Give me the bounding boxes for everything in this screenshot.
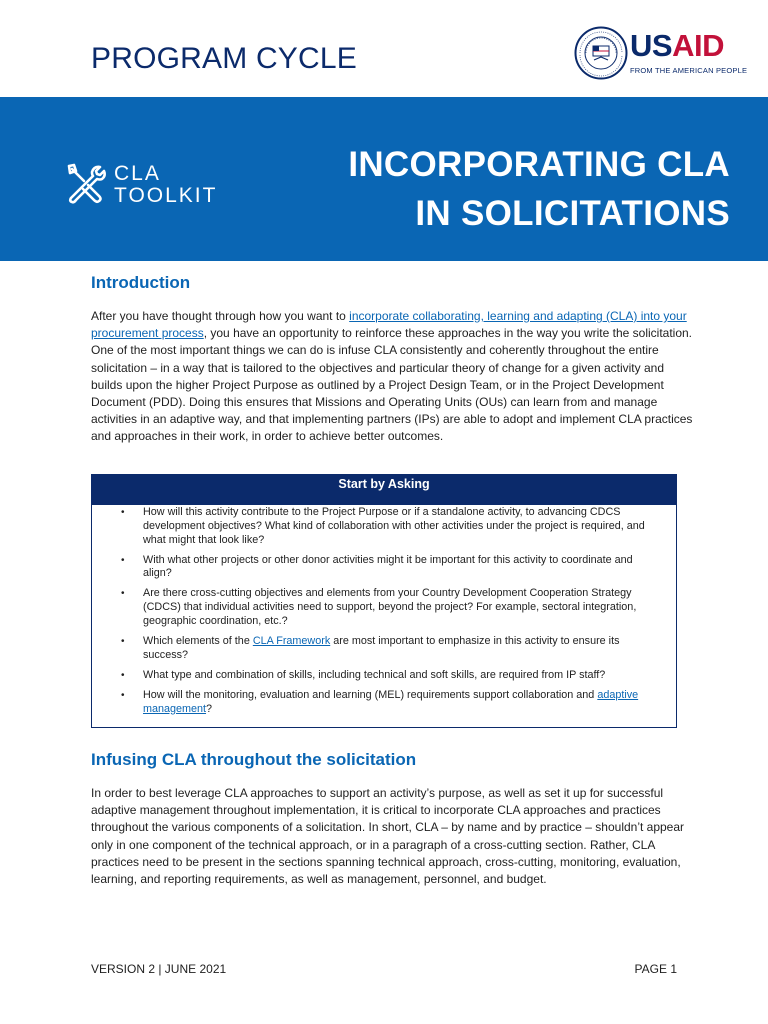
cla-toolkit-label-line2: TOOLKIT: [114, 184, 218, 207]
introduction-heading: Introduction: [91, 273, 191, 292]
introduction-paragraph: After you have thought through how you want to incorporate collaborating, learning and adapting (CLA) into your procurement process, you have an opportunity to reinforce these approaches in the way you write the solicitation. One of the most important things we can do is infuse CLA consistently and coherently throughout the entire solicitation – in a way that is tailored to the objectives and particular theory of change for a given activity and builds upon the higher Project Purpose as outlined by a Project Design Team, or in the Project Development Document (PDD). Doing this ensures that Missions and Operating Units (OUs) can learn from and manage activities in an adaptive way, and that implementing partners (IPs) are able to adopt and implement CLA practices and approaches in their work, in order to achieve better outcomes.: [91, 309, 693, 444]
list-item: • How will the monitoring, evaluation and learning (MEL) requirements support collaboration and adaptive management?: [121, 688, 639, 715]
list-item: • How will this activity contribute to the Project Purpose or if a standalone activity, to advancing CDCS development objectives? What kind of collaboration with other activities under the project is required, and what might that look like?: [121, 506, 645, 546]
procurement-cla-link[interactable]: incorporate collaborating, learning and adapting (CLA) into your procurement process: [91, 309, 687, 341]
infusing-cla-paragraph: In order to best leverage CLA approaches to support an activity’s purpose, as well as set it up for successful adaptive management throughout implementation, it is critical to incorporate CLA approaches and practices throughout the various components of a solicitation. In short, CLA – by name and by practice – shouldn’t appear only in one component of the technical approach, or in a paragraph of a cross-cutting section. Rather, CLA practices need to be present in the sections spanning technical approach, cross-cutting, monitoring, evaluation, learning, and reporting requirements, as well as management, personnel, and budget.: [91, 786, 685, 887]
infusing-cla-heading: Infusing CLA throughout the solicitation: [91, 750, 417, 769]
usaid-logo: [574, 26, 754, 82]
cla-toolkit-label-line1: CLA: [114, 162, 161, 185]
wrench-screwdriver-icon: [66, 163, 106, 205]
question-list: [92, 505, 676, 716]
list-item: • Are there cross-cutting objectives and elements from your Country Development Cooperation Strategy (CDCS) that individual activities need to support, beyond the project? For example, sectoral integration, geographic coordination, etc.?: [121, 587, 637, 627]
cla-framework-link[interactable]: CLA Framework: [252, 634, 331, 647]
list-item: • With what other projects or other donor activities might it be important for this activity to coordinate and align?: [121, 553, 633, 580]
usaid-wordmark: USAID: [630, 28, 724, 63]
program-cycle-title: PROGRAM CYCLE: [91, 42, 357, 75]
adaptive-management-link[interactable]: adaptive management: [143, 688, 639, 715]
start-by-asking-box: [91, 474, 677, 728]
document-title: INCORPORATING CLA IN SOLICITATIONS: [348, 145, 730, 233]
list-item: • What type and combination of skills, including technical and soft skills, are required from IP staff?: [121, 668, 606, 681]
start-by-asking-title: Start by Asking: [92, 475, 676, 505]
usaid-seal-icon: [574, 26, 628, 80]
usaid-tagline: FROM THE AMERICAN PEOPLE: [630, 66, 748, 75]
page-number: PAGE 1: [634, 962, 677, 976]
list-item: • Which elements of the CLA Framework are most important to emphasize in this activity to ensure its success?: [121, 634, 620, 661]
version-label: VERSION 2 | JUNE 2021: [91, 962, 227, 976]
